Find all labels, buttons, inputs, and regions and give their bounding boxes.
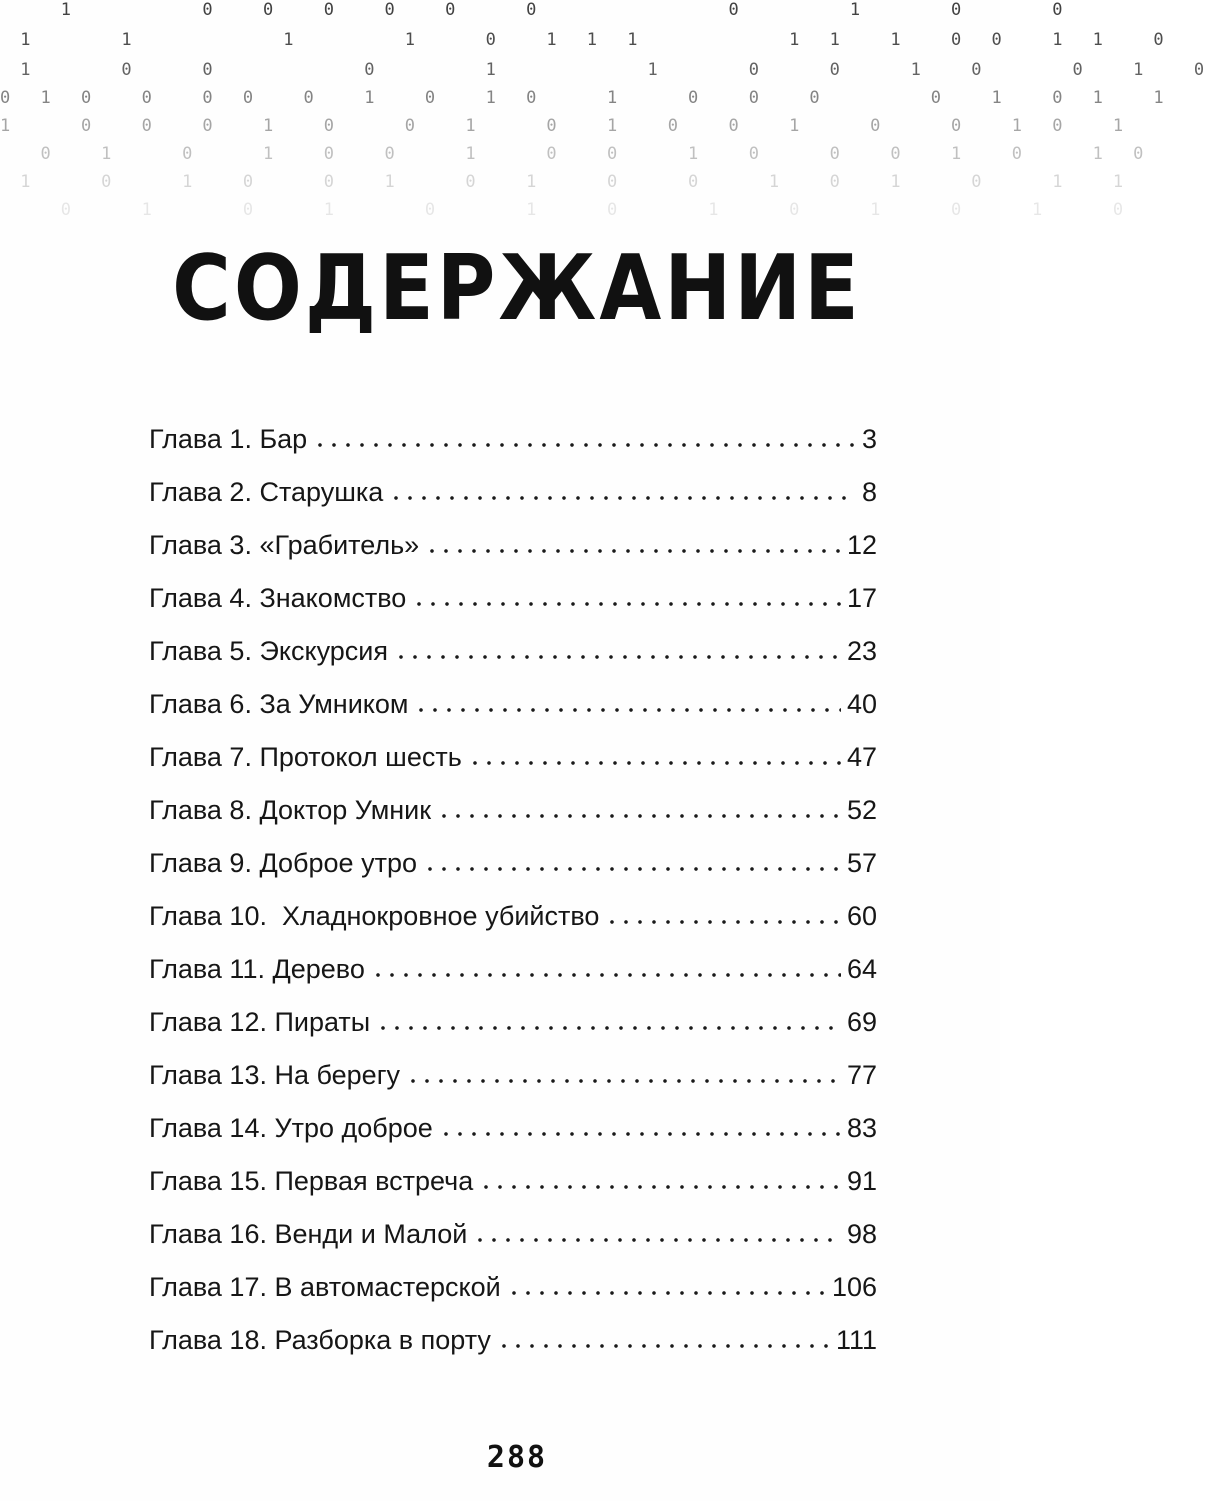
- chapter-page-number: 98: [846, 1219, 877, 1249]
- toc-entry: [149, 901, 877, 954]
- chapter-page-number: 17: [846, 583, 877, 613]
- toc-entry: [149, 1272, 877, 1325]
- chapter-title: Глава 9. Доброе утро: [149, 848, 417, 878]
- chapter-title: Глава 5. Экскурсия: [149, 636, 389, 666]
- chapter-title: Глава 8. Доктор Умник: [149, 795, 432, 825]
- dot-leader: [376, 1025, 841, 1031]
- page-number: 288: [486, 1440, 548, 1475]
- toc-entry: [149, 583, 877, 636]
- page-title: СОДЕРЖАНИЕ: [172, 235, 862, 340]
- chapter-page-number: 52: [846, 795, 877, 825]
- chapter-page-number: 83: [846, 1113, 877, 1143]
- chapter-title: Глава 14. Утро доброе: [149, 1113, 433, 1143]
- dot-leader: [414, 707, 840, 713]
- toc-entry: [149, 530, 877, 583]
- toc-entry: [149, 477, 877, 530]
- chapter-title: Глава 18. Разборка в порту: [149, 1325, 491, 1355]
- chapter-title: Глава 13. На берегу: [149, 1060, 401, 1090]
- toc-entry: [149, 689, 877, 742]
- chapter-title: Глава 4. Знакомство: [149, 583, 407, 613]
- dot-leader: [468, 760, 841, 766]
- chapter-page-number: 77: [846, 1060, 877, 1090]
- toc-entry: [149, 954, 877, 1007]
- toc-entry: [149, 1007, 877, 1060]
- binary-row: 1 0 1 0 0 1 0 1 0 0 1 0 1 0 1 1: [0, 172, 1134, 192]
- binary-row: 0 1 0 0 0 0 0 1 0 1 0 1 0 0 0 0 1 0 1 1: [0, 88, 1174, 108]
- dot-leader: [394, 654, 841, 660]
- dot-leader: [313, 442, 856, 448]
- toc-entry: [149, 636, 877, 689]
- chapter-page-number: 12: [846, 530, 877, 560]
- chapter-page-number: 57: [846, 848, 877, 878]
- dot-leader: [439, 1131, 841, 1137]
- chapter-title: Глава 6. За Умником: [149, 689, 409, 719]
- chapter-page-number: 47: [846, 742, 877, 772]
- chapter-page-number: 23: [846, 636, 877, 666]
- toc-entry: [149, 1325, 877, 1378]
- binary-row: 1 0 0 0 1 0 0 1 0 1 0 0 1 0 0 1 0 1: [0, 116, 1134, 136]
- table-of-contents: [149, 424, 877, 1378]
- toc-entry: [149, 795, 877, 848]
- toc-entry: [149, 1113, 877, 1166]
- dot-leader: [371, 972, 841, 978]
- chapter-title: Глава 15. Первая встреча: [149, 1166, 474, 1196]
- binary-row: 1 0 0 0 0 0 0 0 1 0 0: [0, 0, 1073, 20]
- chapter-title: Глава 10. Хладнокровное убийство: [149, 901, 600, 931]
- toc-entry: [149, 424, 877, 477]
- toc-entry: [149, 848, 877, 901]
- toc-entry: [149, 1060, 877, 1113]
- chapter-page-number: 60: [846, 901, 877, 931]
- chapter-page-number: 111: [835, 1325, 877, 1355]
- dot-leader: [425, 548, 841, 554]
- chapter-page-number: 69: [846, 1007, 877, 1037]
- chapter-page-number: 106: [831, 1272, 877, 1302]
- chapter-title: Глава 11. Дерево: [149, 954, 365, 984]
- chapter-page-number: 3: [861, 424, 877, 454]
- binary-row: 0 1 0 1 0 1 0 1 0 1 0 1 0: [0, 200, 1134, 220]
- dot-leader: [479, 1184, 841, 1190]
- dot-leader: [389, 495, 856, 501]
- toc-entry: [149, 742, 877, 795]
- dot-leader: [497, 1343, 830, 1349]
- binary-row: 0 1 0 1 0 0 1 0 0 1 0 0 0 1 0 1 0: [0, 144, 1154, 164]
- chapter-page-number: 91: [846, 1166, 877, 1196]
- toc-entry: [149, 1166, 877, 1219]
- chapter-page-number: 64: [846, 954, 877, 984]
- toc-entry: [149, 1219, 877, 1272]
- chapter-page-number: 8: [861, 477, 877, 507]
- binary-row: 1 1 1 1 0 1 1 1 1 1 1 0 0 1 1 0: [0, 30, 1174, 50]
- dot-leader: [507, 1290, 826, 1296]
- chapter-title: Глава 17. В автомастерской: [149, 1272, 501, 1302]
- dot-leader: [423, 866, 841, 872]
- dot-leader: [605, 919, 841, 925]
- dot-leader: [412, 601, 841, 607]
- chapter-title: Глава 12. Пираты: [149, 1007, 371, 1037]
- chapter-page-number: 40: [846, 689, 877, 719]
- binary-row: 1 0 0 0 1 1 0 0 1 0 0 1 0: [0, 60, 1214, 80]
- chapter-title: Глава 2. Старушка: [149, 477, 384, 507]
- chapter-title: Глава 7. Протокол шесть: [149, 742, 462, 772]
- chapter-title: Глава 1. Бар: [149, 424, 308, 454]
- chapter-title: Глава 3. «Грабитель»: [149, 530, 420, 560]
- dot-leader: [473, 1237, 841, 1243]
- binary-code-decoration: [0, 0, 1214, 260]
- dot-leader: [406, 1078, 841, 1084]
- dot-leader: [437, 813, 841, 819]
- chapter-title: Глава 16. Венди и Малой: [149, 1219, 468, 1249]
